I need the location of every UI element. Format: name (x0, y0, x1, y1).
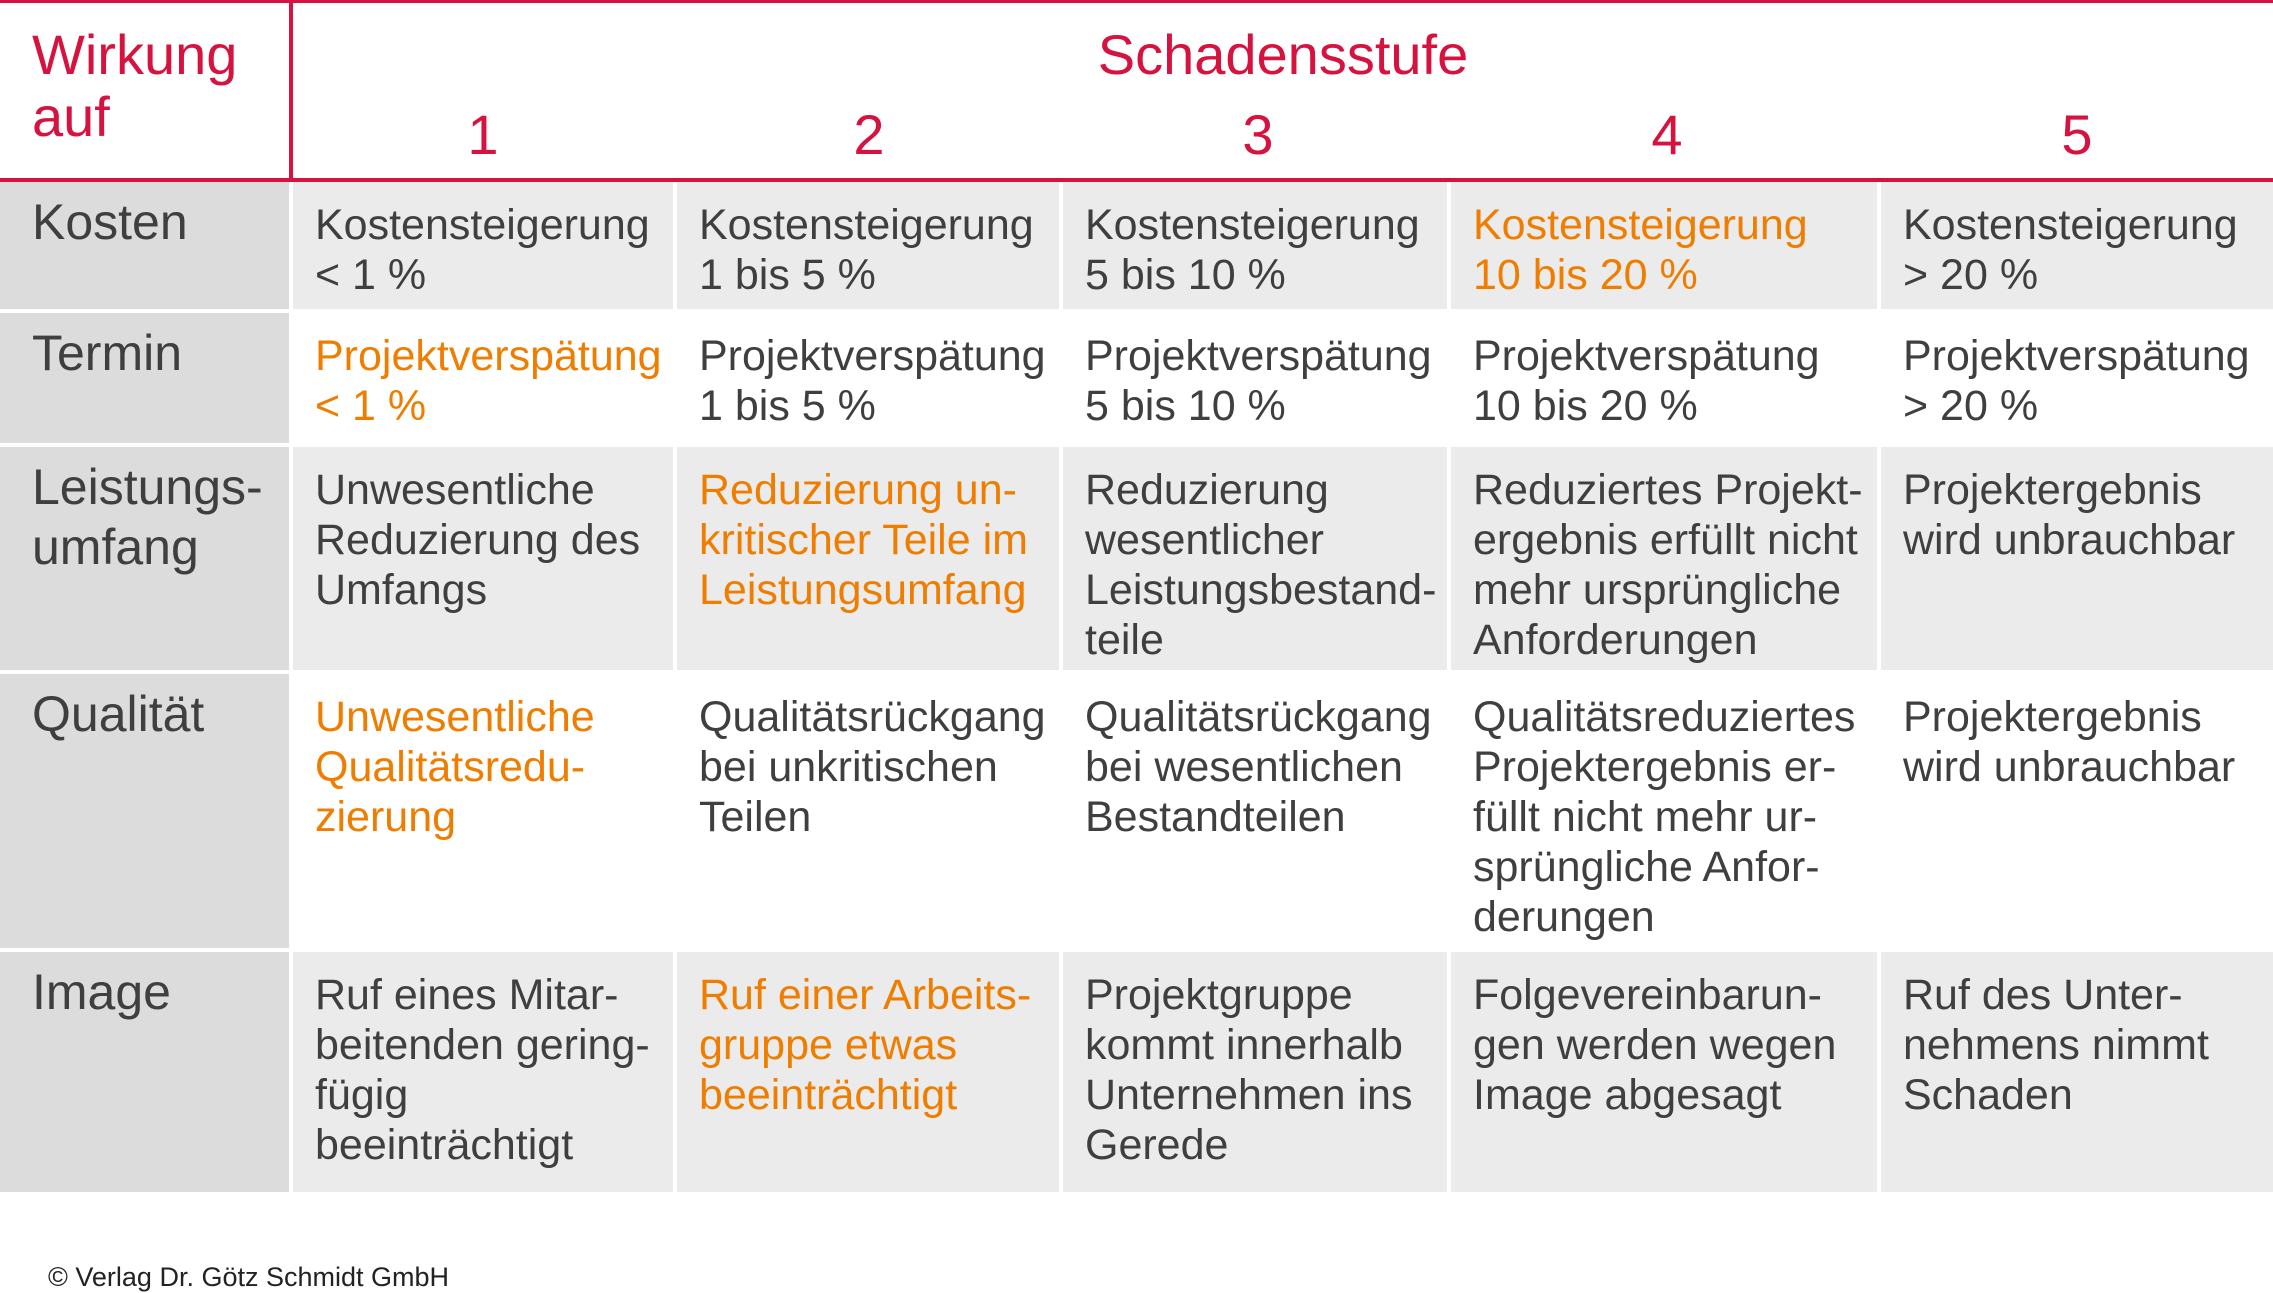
cell-text: Ruf des Unter- nehmens nimmt Schaden (1903, 971, 2209, 1119)
matrix-cell (1451, 674, 1877, 948)
cell-text: Reduzierung un- kritischer Teile im Leistungsumfang (699, 466, 1028, 614)
table-title: Schadensstufe (1097, 23, 1469, 86)
level-3: 3 (1242, 103, 1274, 166)
matrix-cell (293, 313, 673, 443)
row-header-label: Termin (32, 325, 183, 381)
row-header-label: Image (32, 964, 171, 1020)
matrix-cell (1063, 447, 1447, 670)
level-5: 5 (2061, 103, 2093, 166)
matrix-cell (677, 952, 1059, 1192)
cell-text: Projektverspätung 10 bis 20 % (1473, 332, 1820, 430)
matrix-cell (293, 952, 673, 1192)
cell-text: Projektverspätung < 1 % (315, 332, 662, 430)
row-header (0, 447, 289, 670)
matrix-cell (1881, 447, 2273, 670)
cell-text: Reduzierung wesentlicher Leistungsbestand- teile (1085, 466, 1437, 664)
matrix-cell (677, 313, 1059, 443)
cell-text: Qualitätsrückgang bei unkritischen Teilen (699, 693, 1046, 841)
level-2: 2 (853, 103, 885, 166)
cell-text: Projektergebnis wird unbrauchbar (1903, 466, 2236, 564)
matrix-cell (1881, 182, 2273, 309)
cell-text: Kostensteigerung < 1 % (315, 201, 650, 299)
matrix-cell (293, 447, 673, 670)
cell-text: Qualitätsrückgang bei wesentlichen Bestandteilen (1085, 693, 1432, 841)
cell-text: Kostensteigerung 1 bis 5 % (699, 201, 1034, 299)
matrix-cell (293, 182, 673, 309)
cell-text: Kostensteigerung 10 bis 20 % (1473, 201, 1808, 299)
matrix-cell (293, 674, 673, 948)
matrix-cell (1881, 674, 2273, 948)
matrix-cell (1063, 182, 1447, 309)
level-1: 1 (467, 103, 499, 166)
cell-text: Projektergebnis wird unbrauchbar (1903, 693, 2236, 791)
matrix-cell (1881, 313, 2273, 443)
matrix-cell (1063, 952, 1447, 1192)
cell-text: Projektverspätung 5 bis 10 % (1085, 332, 1432, 430)
row-header (0, 182, 289, 309)
cell-text: Unwesentliche Qualitätsredu- zierung (315, 693, 595, 841)
matrix-cell (1451, 313, 1877, 443)
cell-text: Projektgruppe kommt innerhalb Unternehmen ins Gerede (1085, 971, 1413, 1169)
row-header-label: Kosten (32, 194, 188, 250)
cell-text: Projektverspätung > 20 % (1903, 332, 2250, 430)
cell-text: Kostensteigerung 5 bis 10 % (1085, 201, 1420, 299)
matrix-cell (677, 182, 1059, 309)
cell-text: Unwesentliche Reduzierung des Umfangs (315, 466, 641, 614)
matrix-cell (1451, 447, 1877, 670)
cell-text: Reduziertes Projekt- ergebnis erfüllt nicht mehr ursprüngliche Anforderungen (1473, 466, 1863, 664)
cell-text: Qualitätsreduziertes Projektergebnis er- füllt nicht mehr ur- sprüngliche Anfor- derungen (1473, 693, 1856, 941)
cell-text: Ruf eines Mitar- beitenden gering- fügig beeinträchtigt (315, 971, 650, 1169)
row-header (0, 313, 289, 443)
matrix-cell (1451, 182, 1877, 309)
copyright-notice: © Verlag Dr. Götz Schmidt GmbH (48, 1262, 450, 1292)
cell-text: Folgevereinbarun- gen werden wegen Image abgesagt (1473, 971, 1837, 1119)
row-header-label: Qualität (32, 686, 205, 742)
row-header-label: Wirkung auf (32, 23, 238, 148)
row-header-label: Leistungs- umfang (32, 459, 263, 575)
matrix-cell (1063, 313, 1447, 443)
row-header (0, 674, 289, 948)
matrix-cell (677, 674, 1059, 948)
level-4: 4 (1651, 103, 1683, 166)
matrix-cell (1063, 674, 1447, 948)
cell-text: Kostensteigerung > 20 % (1903, 201, 2238, 299)
matrix-cell (1451, 952, 1877, 1192)
row-header (0, 952, 289, 1192)
cell-text: Projektverspätung 1 bis 5 % (699, 332, 1046, 430)
matrix-cell (1881, 952, 2273, 1192)
cell-text: Ruf einer Arbeits- gruppe etwas beeinträchtigt (699, 971, 1032, 1119)
top-rule (0, 0, 2273, 3)
matrix-cell (677, 447, 1059, 670)
